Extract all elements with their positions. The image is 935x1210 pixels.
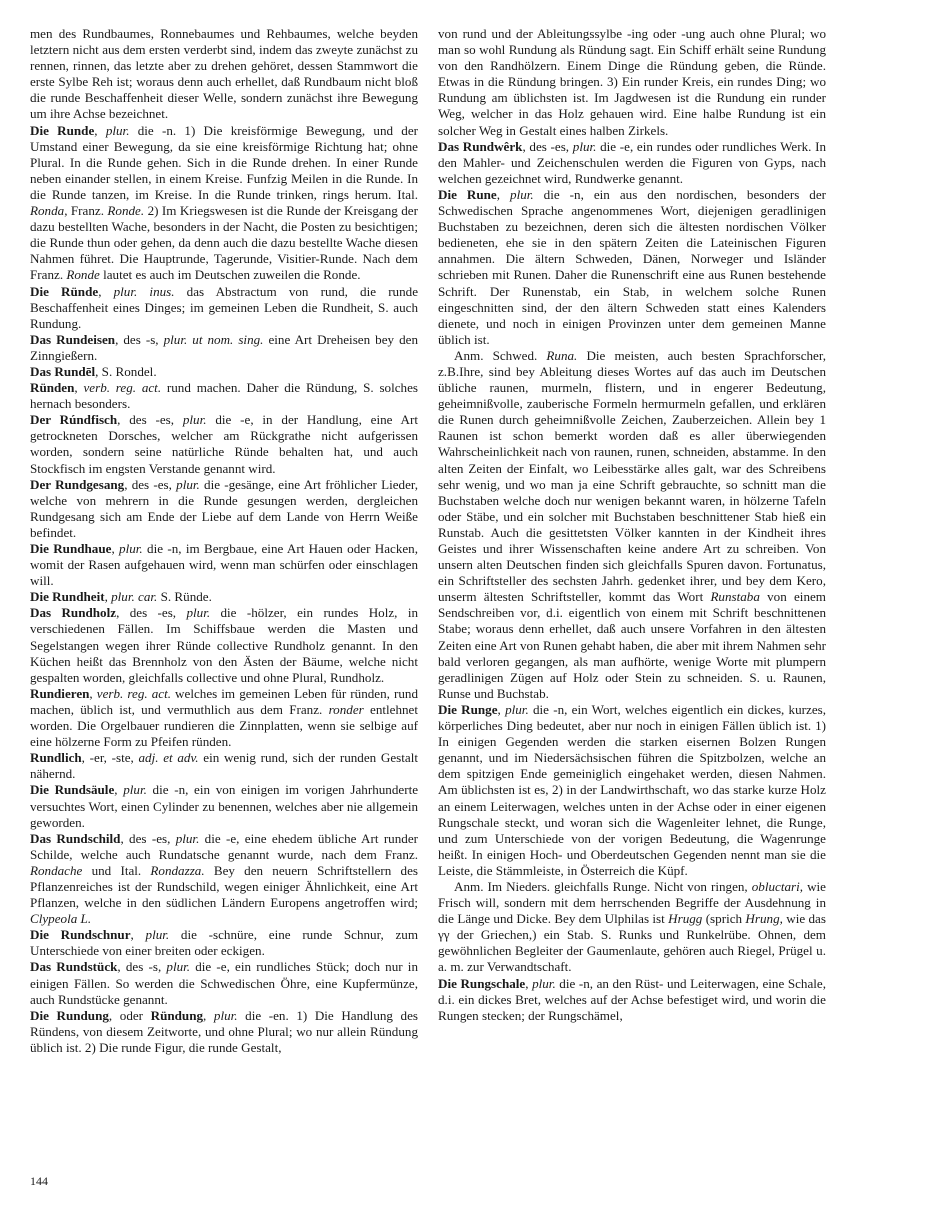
entry-headword: Das Rundschild — [30, 830, 121, 846]
dictionary-entry — [438, 976, 826, 1024]
dictionary-entry — [30, 541, 418, 589]
entry-text: , plur. die -n, ein von einigen im vorigen Jahrhunderte versuchtes Wort, einen Cylinder zu benennen, welches aber nie allgemein geworden. — [30, 782, 419, 830]
entry-text: , plur. car. S. Ründe. — [104, 589, 212, 605]
entry-headword: Die Runge — [438, 701, 498, 717]
entry-headword: Der Rúndfisch — [30, 412, 118, 428]
dictionary-entry — [30, 364, 418, 380]
dictionary-entry — [30, 1008, 418, 1056]
entry-headword: Rundieren — [30, 685, 90, 701]
entry-text: , S. Rondel. — [95, 363, 157, 379]
entry-text: von rund und der Ableitungssylbe -ing oder -ung auch ohne Plural; wo man so wohl Rundung als Ründung sagt. Ein Schiff erhält seine Rundung von den Randhölzern. Einem Dinge die Ründung geben, die Ründe. Etwas in die Ründung bringen. 3) Ein runder Kreis, ein rundes Ding; wo Rundung am üblichsten ist. Im Jagdwesen ist die Rundung ein runder Weg, welcher in das Holz gehauen wird. Eine halbe Rundung ist ein solcher Weg in Gestalt eines halben Zirkels. — [438, 26, 826, 138]
dictionary-entry — [30, 605, 418, 685]
left-column — [30, 26, 418, 1056]
dictionary-entry — [30, 332, 418, 364]
right-column — [438, 26, 826, 1024]
entry-text: , plur. die -n, im Bergbaue, eine Art Hauen oder Hacken, womit der Rasen aufgehauen wird, wenn man schürfen oder einschlagen will. — [30, 541, 419, 589]
entry-headword: Das Rundēl — [30, 363, 96, 379]
dictionary-entry — [30, 477, 418, 541]
entry-headword: Das Rundholz — [30, 605, 117, 621]
entry-text: , plur. inus. das Abstractum von rund, die runde Beschaffenheit eines Dinges; im gemeinen Leben die Rundheit, S. auch Rundung. — [30, 283, 419, 331]
dictionary-entry — [30, 750, 418, 782]
entry-text: , des -s, plur. ut nom. sing. eine Art Dreheisen bey den Zinngießern. — [30, 331, 419, 363]
entry-text: , plur. die -n, an den Rüst- und Leiterwagen, eine Schale, d.i. ein dickes Bret, welches auf der Achse befestiget wird, und worin die Rungen stecken; der Rungschämel, — [438, 975, 826, 1023]
entry-headword: Das Rundwêrk — [438, 138, 523, 154]
entry-text: , verb. reg. act. welches im gemeinen Leben für ründen, rund machen, üblich ist, und vermuthlich aus dem Franz. ronder entlehnet worden. Die Orgelbauer rundieren die Zinnplatten, wenn sie selbige auf eine hölzerne Form zu Pfeifen ründen. — [30, 685, 418, 750]
entry-headword: Die Rundschnur — [30, 927, 131, 943]
annotation-paragraph — [438, 879, 826, 976]
entry-text: , oder Ründung, plur. die -en. 1) Die Handlung des Ründens, von diesem Zeitworte, und ohne Plural; wo nur allein Ründung üblich ist. 2) Die runde Figur, die runde Gestalt, — [30, 1007, 418, 1055]
entry-text: , plur. die -schnüre, eine runde Schnur, zum Unterschiede von einer breiten oder eckigen. — [30, 927, 418, 959]
entry-text: , plur. die -n, ein Wort, welches eigentlich ein dickes, kurzes, körperliches Ding bedeutet, aber nur noch in einigen Fällen üblich ist. 1) In einigen Gegenden werden die starken eisernen Bolzen Rungen genannt, und im Niedersächsischen führen die Spitzbolzen, welche an dem spitzigen Ende gemeiniglich eingehaket werden, diesen Nahmen. Am üblichsten ist es, 2) in der Landwirthschaft, wo das starke kurze Holz an einem Leiterwagen, welches unten in der Achse oder in einer eigenen Rungschale steckt, und woran sich die Wagenleiter lehnet, die Runge, und zum Unterschiede von der vorigen Bedeutung, die Wagenrunge heißt. In einigen Hoch- und Oberdeutschen Gegenden nennt man sie die Leiste, die Stämmleiste, in Österreich die Küpf. — [438, 701, 827, 878]
entry-text: , -er, -ste, adj. et adv. ein wenig rund, sich der runden Gestalt nähernd. — [30, 750, 418, 782]
dictionary-entry — [30, 686, 418, 750]
entry-text: , des -es, plur. die -hölzer, ein rundes Holz, in verschiedenen Fällen. Im Schiffsbaue werden die Masten und Segelstangen wegen ihrer Ründe collective Rundholz genannt. In den Küchen heißt das Brennholz von den Ästen der Bäume, welche nicht gespalten worden, gleichfalls collective und ohne Plural, Rundholz. — [30, 605, 419, 685]
dictionary-entry — [30, 831, 418, 928]
entry-headword: Die Runde — [30, 122, 95, 138]
entry-headword: Die Rune — [438, 186, 497, 202]
entry-text: , plur. die -n. 1) Die kreisförmige Bewegung, und der Umstand einer Bewegung, da sie eine kreisförmige Richtung hat; ohne Plural. In die Runde gehen. Sich in die Runde drehen. In einer Runde neben einander stellen, in einem Kreise. Funfzig Meilen in die Runde. In die Runde tanzen, im Kreise. In die Runde trinken, rings herum. Ital. Ronda, Franz. Ronde. 2) Im Kriegswesen ist die Runde der Kreisgang der dazu bestellten Wache, besonders in der Nacht, die Posten zu besichtigen; die Runde thun oder gehen, da denn auch die dazu bestellte Wache diesen Nahmen führet. Die Hauptrunde, Tagerunde, Visitier-Runde. Nach dem Franz. Ronde lautet es auch im Deutschen zuweilen die Ronde. — [30, 122, 419, 283]
dictionary-entry — [30, 782, 418, 830]
annotation-paragraph — [438, 348, 826, 702]
entry-text: , des -es, plur. die -e, ein rundes oder rundliches Werk. In den Mahler- und Zeichenschulen werden die Figuren von Gyps, nach welchen gezeichnet wird, Rundwerke genannt. — [438, 138, 826, 186]
dictionary-entry — [30, 26, 418, 123]
entry-headword: Die Rungschale — [438, 975, 526, 991]
dictionary-entry — [30, 412, 418, 476]
entry-headword: Die Ründe — [30, 283, 99, 299]
entry-headword: Ründen — [30, 380, 75, 396]
dictionary-entry — [438, 26, 826, 139]
dictionary-entry — [30, 284, 418, 332]
dictionary-entry — [30, 589, 418, 605]
entry-text: men des Rundbaumes, Ronnebaumes und Rehbaumes, welche beyden letztern nicht aus dem ersten verderbt sind, indem das zweyte zunächst zu rennen, rinnen, das letzte aber zu drehen gehöret, dessen Stammwort die erste Sylbe Reh ist; woraus denn auch erhellet, daß Rundbaum nicht bloß die runde Beschaffenheit dieser Welle, sondern zunächst ihre Bewegung um ihre Achse bezeichnet. — [30, 26, 418, 122]
entry-headword: Die Rundheit — [30, 589, 105, 605]
entry-text: , des -es, plur. die -e, eine ehedem übliche Art runder Schilde, welche auch Rundatsche genannt wurde, nach dem Franz. Rondache und Ital. Rondazza. Bey den neuern Schriftstellern des Pflanzenreiches ist der Rundschild, wegen einiger Ähnlichkeit, eine Art Pflanzen, welche in den südlichen Ländern Europens angetroffen wird; Clypeola L. — [30, 830, 418, 927]
entry-headword: Die Rundung — [30, 1007, 109, 1023]
dictionary-entry — [438, 702, 826, 879]
entry-text: , verb. reg. act. rund machen. Daher die Ründung, S. solches hernach besonders. — [30, 380, 418, 412]
entry-headword: Das Rundeisen — [30, 331, 116, 347]
dictionary-entry — [30, 380, 418, 412]
entry-text: Anm. Im Nieders. gleichfalls Runge. Nicht von ringen, obluctari, wie Frisch will, sondern mit dem herrschenden Begriffe der Ausdehnung in die Länge und Dicke. Bey dem Ulphilas ist Hrugg (sprich Hrung, wie das γγ der Griechen,) ein Stab. S. Runks und Runkelrübe. Ohnen, dem gewöhnlichen Begleiter der Gaumenlaute, gehören auch Riegel, Prügel u. a. m. zur Verwandtschaft. — [438, 878, 826, 975]
entry-headword: Die Rundhaue — [30, 541, 112, 556]
dictionary-entry — [30, 959, 418, 1007]
entry-text: Anm. Schwed. Runa. Die meisten, auch besten Sprachforscher, z.B.Ihre, sind bey Ableitung dieses Wortes auf das auch im Deutschen übliche raunen, murmeln, flistern, und in engerer Bedeutung, geheimnißvolle, zauberische Formeln hermurmeln gefallen, und erklären die Runen durch geheimnißvolle Zeichen, Zauberzeichen. Allein bey 1 Raunen ist schon bemerkt worden daß es aller überwiegenden Wahrscheinlichkeit nach von raunen, runen, schneiden, abstamme. In den alten Zeiten der Einfalt, wo Leibesstärke alles galt, war des Schreibens sehr wenig, und wo man ja eine Schrift gebrauchte, so schnitt man die Buchstaben welche doch nur wenigen bekannt waren, in hölzerne Tafeln oder Stäbe, und ein solcher mit Buchstaben beschnittener Stab hieß ein Runstab. Auch die gesittetsten Völker kannten in der Kindheit ihres Geistes und ihrer Wissenschaften keine andere Art zu schreiben. Von unsern alten Deutschen finden sich gleichfalls Spuren davon. Fortunatus, ein Schriftsteller des sechsten Jahrh. gedenket ihrer, und bey dem Kero, unserm ältesten Schriftsteller, kommt das Wort Runstaba von einem Sendschreiben vor, d.i. eigentlich von einem mit Schrift beschnittenen Stabe; woraus denn erhellet, daß auch unsere Vorfahren in den ältesten Zeiten eine Art von Runen gehabt haben, die aber mit ihrem Nahmen sehr bald verloren gegangen, als man aufhörte, wenige Worte mit plumpern geradlinigen Zügen auf Holz oder Stein zu schneiden. S. u. Raunen, Runse und Buchstab. — [438, 347, 826, 701]
entry-text: , plur. die -n, ein aus den nordischen, besonders der Schwedischen Sprache angenommenes Wort, diejenigen geradlinigen Buchstaben zu bezeichnen, deren sich die ältesten nordischen Völker bedieneten, ehe sie in den spätern Zeiten die Lateinischen Figuren annahmen. Die ältern Schweden, Dänen, Norweger und Isländer schrieben mit Runen. Daher die Runenschrift eine aus Runen bestehende Schrift. Der Runenstab, ein Stab, in welchem solche Runen eingeschnitten sind, der den ältern Schweden statt eines Kalenders dienete, und noch in einigen Provinzen unter dem gemeinen Manne üblich ist. — [438, 186, 827, 347]
entry-text: , des -es, plur. die -e, in der Handlung, eine Art getrockneten Dorsches, welcher am Rückgrathe nicht aufgerissen worden, sondern seine natürliche Ründe behalten hat, und auch Stockfisch im engsten Verstande genannt wird. — [30, 412, 419, 476]
dictionary-entry — [30, 123, 418, 284]
page-number: 144 — [30, 1174, 48, 1188]
entry-headword: Der Rundgesang — [30, 476, 125, 492]
entry-headword: Die Rundsäule — [30, 782, 115, 798]
dictionary-entry — [30, 927, 418, 959]
dictionary-entry — [438, 139, 826, 187]
entry-headword: Das Rundstück — [30, 959, 118, 975]
dictionary-entry — [438, 187, 826, 348]
entry-headword: Rundlich — [30, 750, 82, 766]
entry-text: , des -es, plur. die -gesänge, eine Art fröhlicher Lieder, welche von mehrern in die Runde gesungen werden, dergleichen Rundgesang sich am Ende der Liebe auf dem Lande von Herrn Weiße befindet. — [30, 476, 418, 540]
entry-text: , des -s, plur. die -e, ein rundliches Stück; doch nur in einigen Fällen. So werden die Schwedischen Öhre, eine Kupfermünze, auch Rundstücke genannt. — [30, 959, 418, 1007]
